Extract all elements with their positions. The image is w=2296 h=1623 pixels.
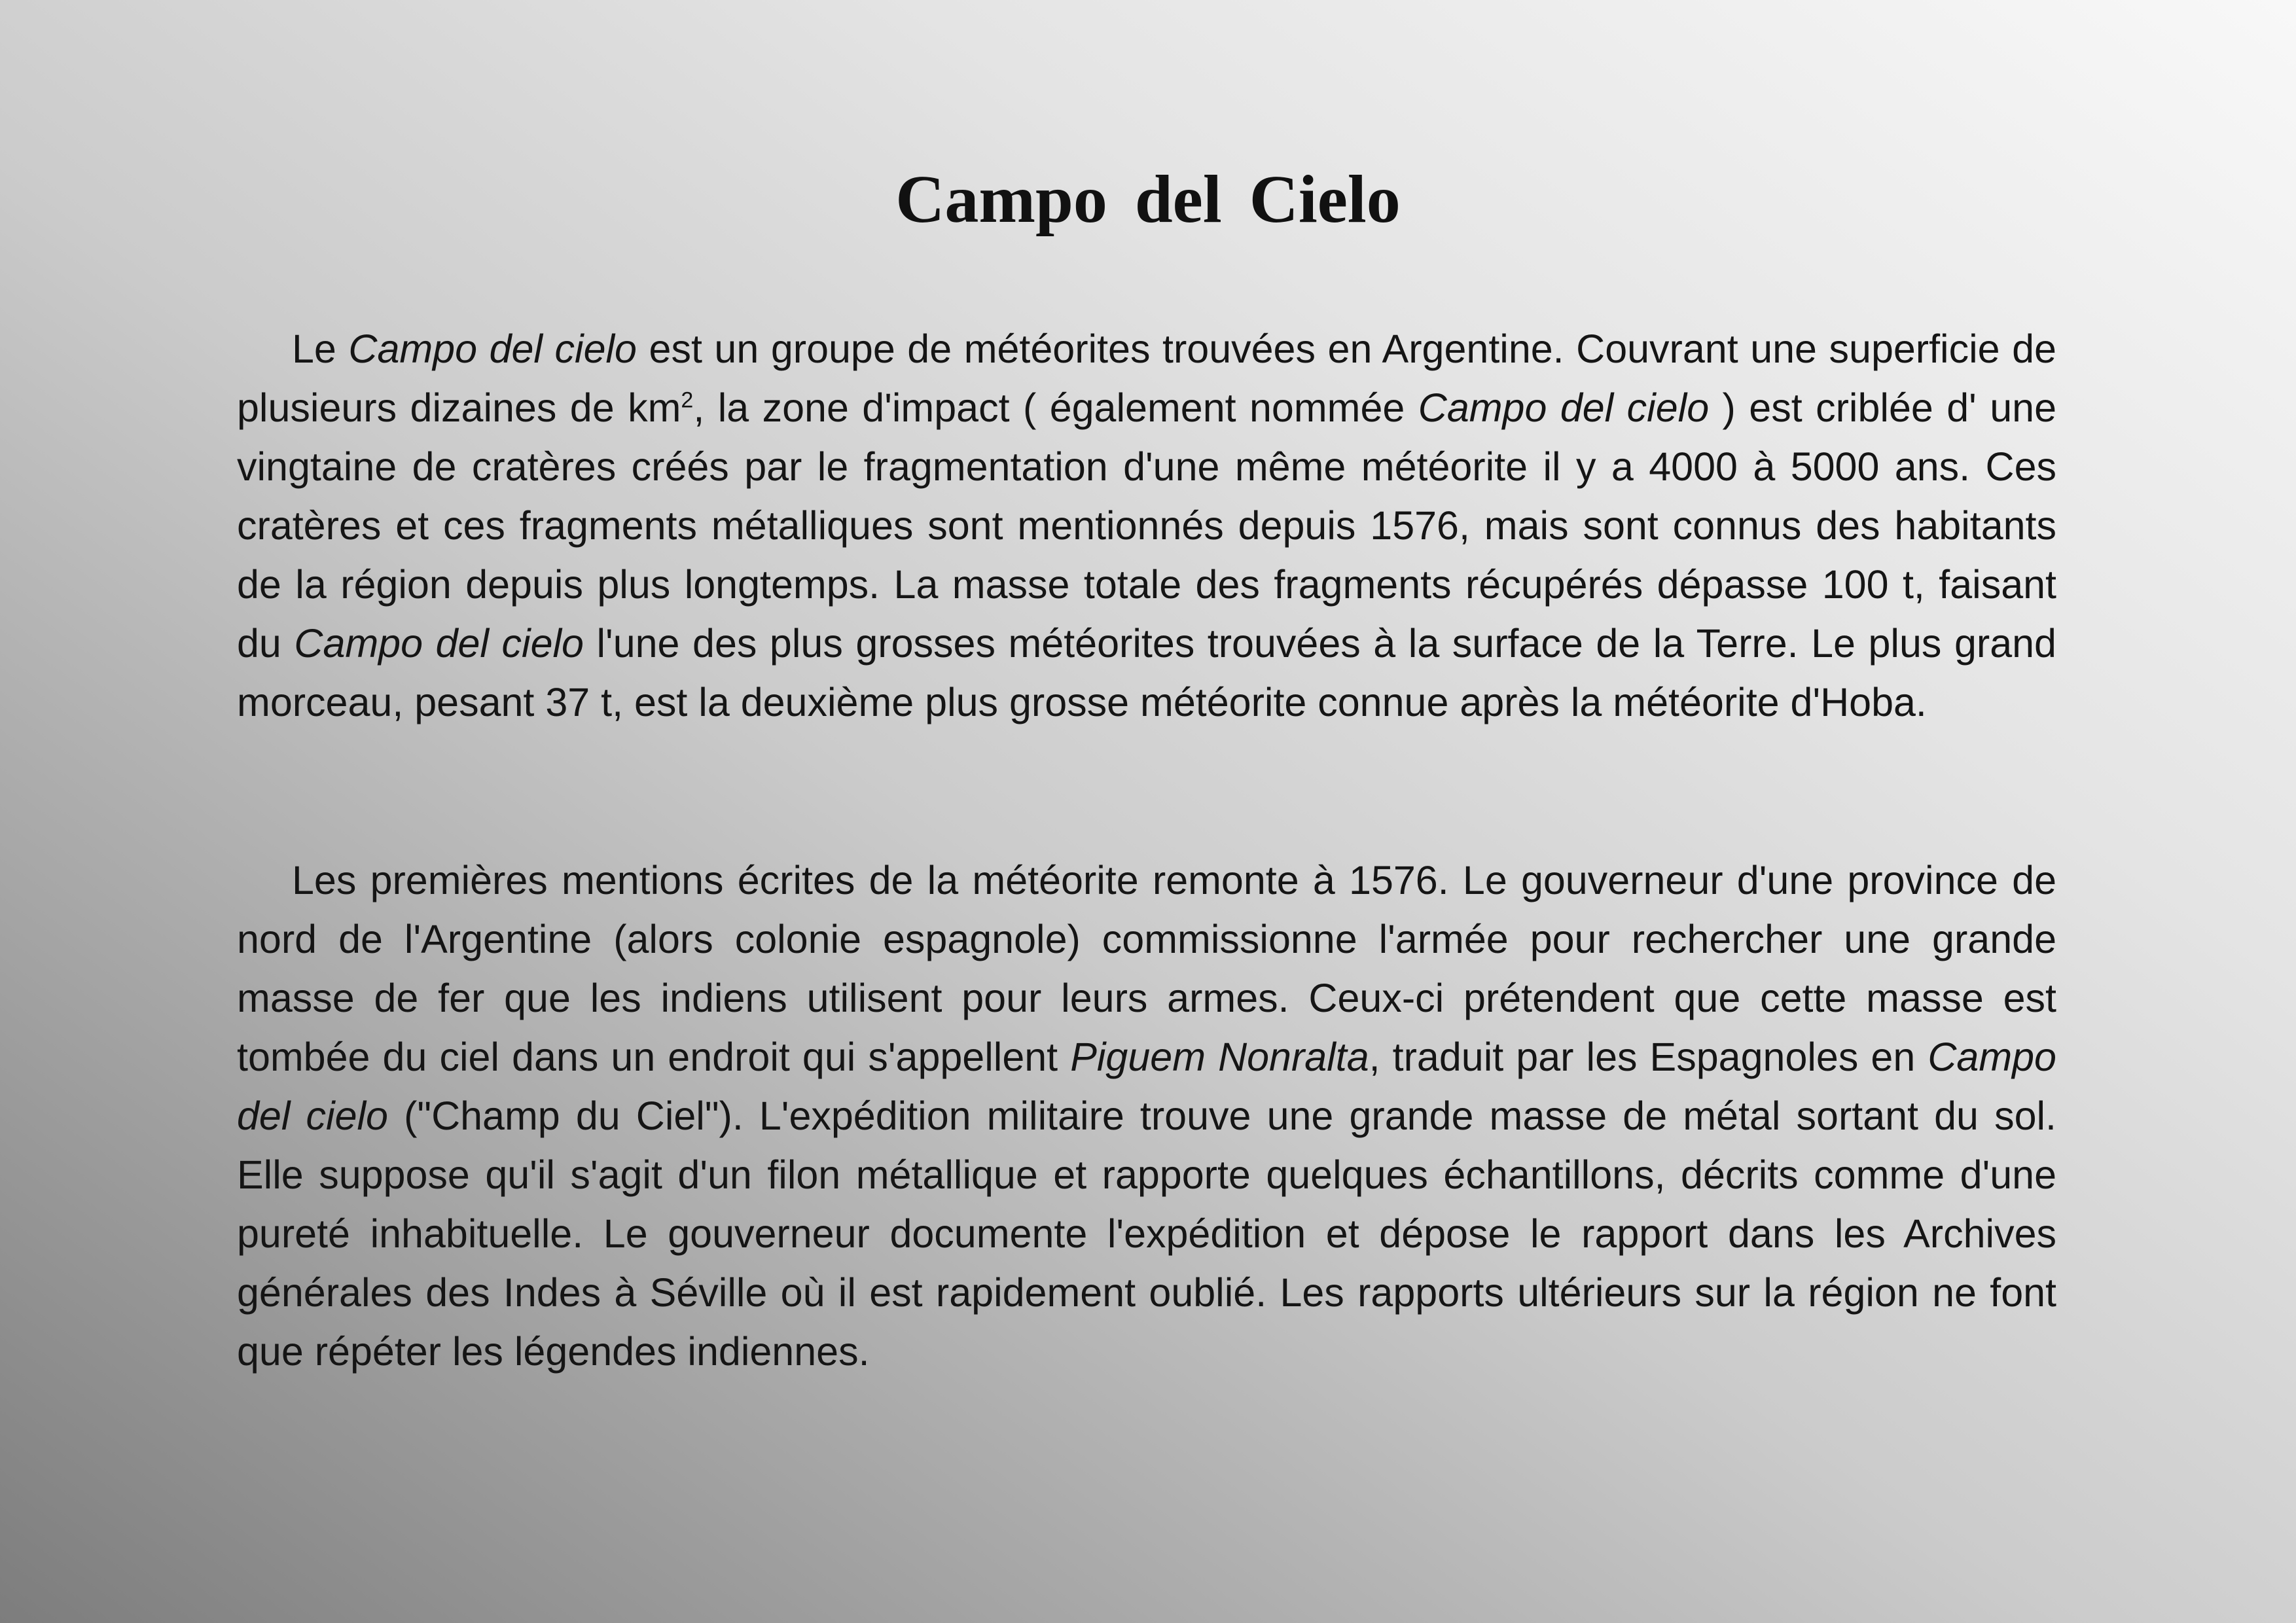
document-title: Campo del Cielo <box>895 162 1401 237</box>
paragraph-1-text-1: Le <box>292 327 349 371</box>
paragraph-1 <box>237 319 2056 732</box>
paragraph-2-text-3: ("Champ du Ciel"). L'expédition militaire trouve une grande masse de métal sortant du sol. Elle suppose qu'il s'agit d'un filon métallique et rapporte quelques échantillons, décrits comme d'une pureté inhabituelle. Le gouverneur documente l'expédition et dépose le rapport dans les Archives générales des Indes à Séville où il est rapidement oublié. Les rapports ultérieurs sur la région ne font que répéter les légendes indiennes. <box>237 1094 2057 1374</box>
paragraph-1-italic-3: Campo del cielo <box>294 621 584 666</box>
paragraph-1-text-3: , la zone d'impact ( également nommée <box>693 385 1418 430</box>
paragraph-1-italic-2: Campo del cielo <box>1418 385 1710 430</box>
paragraph-1-superscript: 2 <box>681 387 694 413</box>
paragraph-2-italic-1: Piguem Nonralta <box>1070 1035 1369 1079</box>
paragraph-2-text-2: , traduit par les Espagnoles en <box>1369 1035 1928 1079</box>
paragraph-2 <box>237 851 2056 1381</box>
paragraph-1-text-5: l'une des plus grosses météorites trouvées à la surface de la Terre. Le plus grand morceau, pesant 37 t, est la deuxième plus grosse météorite connue après la météorite d'Hoba. <box>237 621 2056 724</box>
paragraph-2-italic-2: Campo del cielo <box>237 1035 2056 1138</box>
paragraph-1-text-4: ) est criblée d' une vingtaine de cratères créés par le fragmentation d'une même météorite il y a 4000 à 5000 ans. Ces cratères et ces fragments métalliques sont mentionnés depuis 1576, mais sont connus des habitants de la région depuis plus longtemps. La masse totale des fragments récupérés dépasse 100 t, faisant du <box>237 385 2056 666</box>
paragraph-1-text-2: est un groupe de météorites trouvées en Argentine. Couvrant une superficie de plusieurs dizaines de km <box>237 327 2056 430</box>
paragraph-1-italic-1: Campo del cielo <box>348 327 637 371</box>
paragraph-2-text-1: Les premières mentions écrites de la météorite remonte à 1576. Le gouverneur d'une province de nord de l'Argentine (alors colonie espagnole) commissionne l'armée pour rechercher une grande masse de fer que les indiens utilisent pour leurs armes. Ceux-ci prétendent que cette masse est tombée du ciel dans un endroit qui s'appellent <box>237 858 2056 1079</box>
